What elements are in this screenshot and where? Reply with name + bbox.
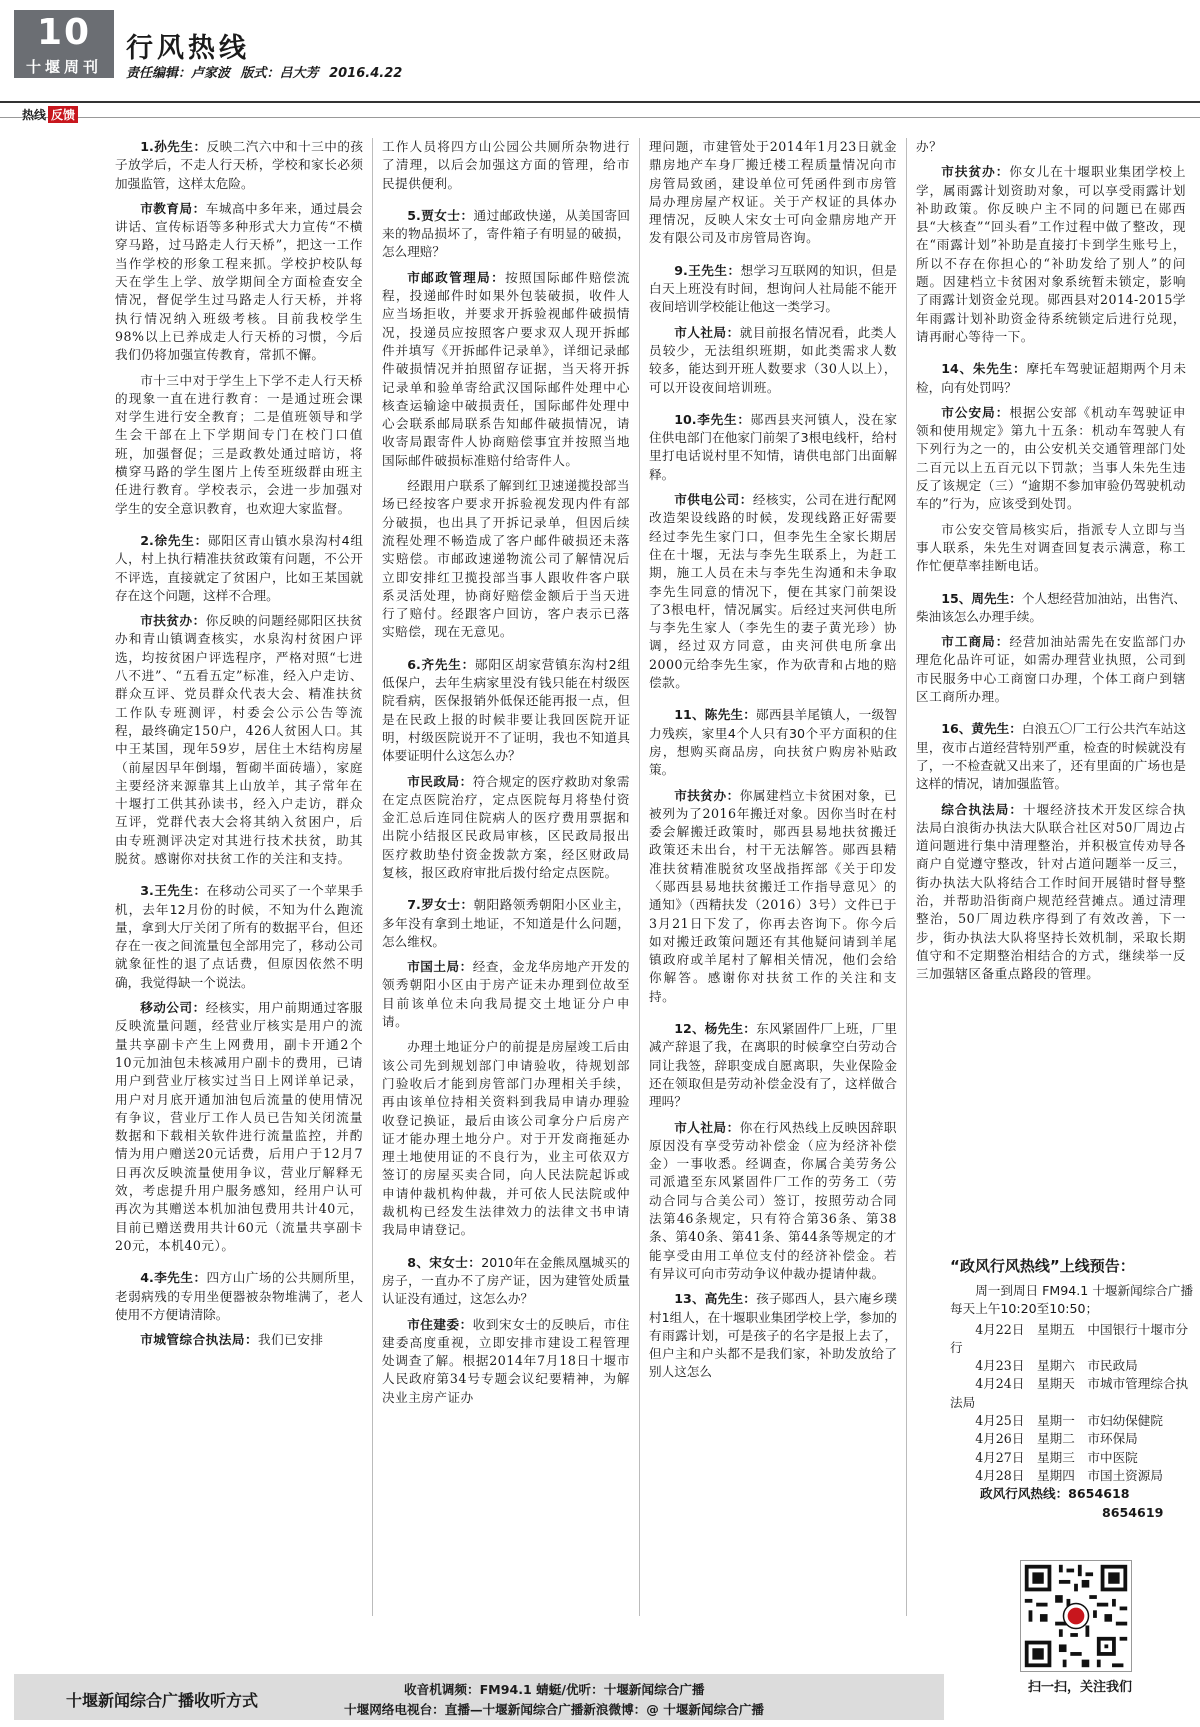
hotline-label: 政风行风热线： [980, 1486, 1069, 1502]
paragraph-text: 郧阳区青山镇水泉沟村4组人，村上执行精准扶贫政策有问题，不公开不评选，直接就定了贫困户，比如王某国就存在这个问题，这样不合理。 [115, 532, 363, 603]
section-tag [22, 106, 78, 123]
paragraph-text: 经核实，用户前期通过客服反映流量问题，经营业厅核实是用户的流量共享副卡产生上网费用，副卡开通2个10元加油包未核减用户副卡的费用，已请用户到营业厅核实过当日上网详单记录，用户对月底开通加油包后流量的使用情况有争议，营业厅工作人员已告知关闭流量数据和下载相关软件进行流量监控，并酌情为用户赠送20元话费，后用户于12月7日再次反映流量使用争议，营业厅解释无效，考虑提升用户服务感知，经用户认可再次为其赠送本机加油包费用共计40元，目前已赠送费用共计60元（流量共享副卡20元，本机40元）。 [115, 1000, 363, 1253]
paragraph-text: 你属建档立卡贫困对象，已被列为了2016年搬迁对象。因你当时在村委会解搬迁政策时，郧西县易地扶贫搬迁政策还未出台，村干无法解答。郧西县精准扶贫精准脱贫攻坚战指挥部《关于印发〈郧西县易地扶贫搬迁工作指导意见〉的通知》（西精扶发（2016）3号）文件已于3月21日下发了，你再去咨询下。你今后如对搬迁政策问题还有其他疑问请到羊尾镇政府或羊尾村了解相关情况，他们会给你解答。感谢你对扶贫工作的关注和支持。 [649, 787, 897, 1004]
paragraph-text: 就目前报名情况看，此类人员较少，无法组织班期，如此类需求人数较多，能达到开班人数要求（30人以上），可以开设夜间培训班。 [649, 324, 897, 395]
paragraph-text: 十堰经济技术开发区综合执法局白浪街办执法大队联合社区对50厂周边占道问题进行集中清理整治，并积极宣传劝导各商户自觉遵守整改，针对占道问题举一反三，街办执法大队将结合工作时间开展错时督导整治，并帮助沿街商户规范经营摊点。通过清理整治，50厂周边秩序得到了有效改善，下一步，街办执法大队将坚持长效机制，采取长期值守和不定期整治相结合的方式，继续举一反三加强辖区备重点路段的管理。 [916, 801, 1186, 982]
agency-answer [115, 612, 363, 868]
agency-name: 市邮政管理局： [407, 269, 506, 285]
agency-name: 市住建委： [407, 1316, 473, 1332]
reader-name: 15、周先生： [941, 590, 1022, 606]
reader-question [115, 882, 363, 992]
page-badge [14, 10, 114, 78]
reader-question [916, 590, 1186, 627]
agency-answer [115, 372, 363, 518]
paragraph-text: 经核实，公司在进行配网改造架设线路的时候，发现线路正好需要经过李先生家门口，但李先生全家长期居住在十堰，无法与李先生联系上，为赶工期，施工人员在未与李先生沟通和未争取李先生同意的情况下，便在其家门前架设了3根电杆，情况属实。后经过夹河供电所与李先生家人（李先生的妻子黄光珍）协调，经过双方同意，由夹河供电所拿出2000元给李先生家，作为砍青和占地的赔偿款。 [649, 492, 897, 691]
preview-schedule [950, 1321, 1195, 1486]
agency-answer [649, 787, 897, 1007]
paragraph-text: 四方山广场的公共厕所里，老弱病残的专用坐便器被杂物堆满了，老人使用不方便请清除。 [115, 1270, 363, 1322]
footer-banner [14, 1674, 944, 1720]
agency-name: 市供电公司： [674, 492, 753, 508]
agency-answer [649, 491, 897, 692]
agency-name: 市民政局： [407, 773, 473, 789]
agency-name: 市公安局： [941, 404, 1010, 420]
paragraph-text: 郧西县羊尾镇人，一级智力残疾，家里4个人只有30个平方面积的住房，想购买商品房，向扶贫户购房补贴政策。 [649, 707, 897, 778]
agency-name: 市人社局： [674, 324, 740, 340]
paragraph-text: 市公安交管局核实后，指派专人立即与当事人联系，朱先生对调查回复表示满意，称工作忙便草率挂断电话。 [916, 521, 1186, 574]
reader-name: 6.齐先生： [407, 656, 475, 672]
reader-question [382, 207, 630, 262]
agency-name: 市国土局： [407, 959, 473, 975]
paragraph-text: 郧西县夹河镇人，没在家住供电部门在他家门前架了3根电线杆，给村里打电话说村里不知情，请供电部门出面解释。 [649, 411, 897, 482]
agency-answer [382, 958, 630, 1031]
paragraph-text: 通过邮政快递，从美国寄回来的物品损坏了，寄件箱子有明显的破损，怎么理赔？ [382, 207, 630, 260]
article-column-3 [649, 138, 897, 1616]
agency-name: 市人社局： [674, 1119, 740, 1135]
paragraph-text: 我们已安排 [258, 1332, 324, 1348]
agency-answer [916, 633, 1186, 706]
reader-name: 8、宋女士： [407, 1254, 482, 1270]
article-column-2 [382, 138, 630, 1616]
page-number: 10 [36, 12, 92, 53]
header-rule [0, 101, 1200, 103]
reader-question [382, 1254, 630, 1309]
agency-name: 市工商局： [941, 634, 1010, 650]
reader-question [649, 1290, 897, 1381]
reader-name: 4.李先生： [140, 1270, 207, 1286]
footer-line-1: 收音机调频：FM94.1 蜻蜓/优听：十堰新闻综合广播 [404, 1682, 705, 1697]
agency-answer [382, 1038, 630, 1239]
paragraph-text: 郧阳区胡家营镇东沟村2组低保户，去年生病家里没有钱只能在村级医院看病，医保报销外低保还能再报一点，但是在民政上报的时候非要让我回医院开证明，村级医院说开不了证明，我也不知道具体要证明什么这怎么办？ [382, 656, 630, 764]
qr-code-graphic [1021, 1561, 1131, 1671]
paragraph-text: 经营加油站需先在安监部门办理危化品许可证，如需办理营业执照，公司到市民服务中心工商窗口办理，个体工商户到辖区工商所办理。 [916, 634, 1186, 705]
section-tag-right: 反馈 [48, 106, 78, 123]
schedule-item: 4月25日 星期一 市妇幼保健院 [975, 1413, 1163, 1429]
reader-name: 3.王先生： [140, 883, 207, 899]
reader-name: 13、高先生： [674, 1291, 757, 1307]
reader-question [115, 532, 363, 605]
reader-question [649, 706, 897, 779]
reader-question [115, 138, 363, 193]
paragraph-text: 符合规定的医疗救助对象需在定点医院治疗，定点医院每月将垫付资金汇总后连同住院病人的医疗费用票据和出院小结报区民政局审核，区民政局报出医疗救助垫付资金拨款方案，经区财政局复核，报区政府审批后拨付给定点医院。 [382, 773, 630, 880]
reader-name: 1.孙先生： [140, 139, 207, 154]
paragraph-text: 办理土地证分户的前提是房屋竣工后由该公司先到规划部门申请验收，待规划部门验收后才能到房管部门办理相关手续，再由该单位持相关资料到我局申请办理验收登记换证，最后由该公司拿分户后房产证才能办理土地分户。对于开发商拖延办理土地使用证的不良行为，业主可依双方签订的房屋买卖合同，向人民法院起诉或申请仲裁机构仲裁，并可依人民法院或仲裁机构已经发生法律效力的法律文书申请我局申请登记。 [382, 1039, 630, 1238]
hotline-line-1 [950, 1485, 1195, 1503]
reader-question [649, 411, 897, 484]
paragraph-text: 2010年在金熊凤凰城买的房子，一直办不了房产证，因为建管处质量认证没有通过，这怎么办？ [382, 1254, 630, 1307]
agency-answer [382, 477, 630, 642]
reader-name: 11、陈先生： [674, 707, 757, 723]
agency-answer [115, 1331, 363, 1349]
agency-name: 市城管综合执法局： [140, 1332, 259, 1348]
reader-name: 5.贾女士： [407, 207, 474, 223]
paragraph-text: 你女儿在十堰职业集团学校上学，属雨露计划资助对象，可以享受雨露计划补助政策。你反映户主不同的问题已在郧西县“大核查”“回头看”工作过程中做了整改，现在“雨露计划”补助是直接打卡到学生账号上，所以不存在你担心的“补助发给了别人”的问题。因建档立卡贫困对象系统暂未锁定，影响了雨露计划资金兑现。郧西县对2014-2015学年雨露计划补助资金待系统锁定后进行兑现，请再耐心等待一下。 [916, 164, 1186, 344]
reader-name: 10.李先生： [674, 411, 751, 427]
reader-question [649, 1020, 897, 1111]
paragraph-text: 个人想经营加油站，出售汽、柴油该怎么办理手续。 [916, 590, 1186, 624]
schedule-item: 4月27日 星期三 市中医院 [975, 1449, 1138, 1465]
agency-name: 市扶贫办： [140, 613, 206, 629]
reader-name: 2.徐先生： [140, 532, 208, 548]
paragraph-text: 朝阳路领秀朝阳小区业主，多年没有拿到土地证，不知道是什么问题，怎么维权。 [382, 897, 630, 949]
paragraph-text: 市十三中对于学生上下学不走人行天桥的现象一直在进行教育：一是通过班会课对学生进行安全教育；二是值班领导和学生会干部在上下学期间专门在校门口值班，加强督促；三是政教处通过暗访，将横穿马路的学生图片上传至班级群由班主任进行教育。学校表示，会进一步加强对学生的安全意识教育，也欢迎大家监督。 [115, 372, 363, 516]
agency-answer [916, 521, 1186, 576]
paragraph-text: 工作人员将四方山公园公共厕所杂物进行了清理，以后会加强这方面的管理，给市民提供便利。 [382, 139, 630, 191]
paragraph-text: 车城高中多年来，通过晨会讲话、宣传标语等多种形式大力宣传“不横穿马路，过马路走人行天桥”，把这一工作当作学校的形象工程来抓。学校护校队每天在学生上学、放学期间全方面检查安全情况，督促学生过马路走人行天桥，并将执行情况纳入班级考核。目前我校学生98%以上已养成走人行天桥的习惯，今后我们仍将加强宣传教育，常抓不懈。 [115, 200, 363, 363]
schedule-item: 4月26日 星期二 市环保局 [975, 1431, 1138, 1447]
hotline-line-2 [950, 1504, 1195, 1522]
reader-name: 12、杨先生： [674, 1021, 757, 1037]
paragraph-text: 经跟用户联系了解到红卫速递揽投部当场已经按客户要求开拆验视发现内件有部分破损，也出具了开拆记录单，但因后续流程处理不畅造成了客户邮件破损还未落实赔偿。市邮政速递物流公司了解情况后立即安排红卫揽投部当事人跟收件客户联系灵活处理，协商好赔偿金额后于当天进行了赔付。经跟客户回访，客户表示已落实赔偿，现在无意见。 [382, 478, 630, 640]
reader-name: 16、黄先生： [941, 721, 1022, 737]
agency-name: 市教育局： [140, 200, 206, 216]
agency-answer [916, 801, 1186, 984]
agency-answer [115, 200, 363, 365]
agency-answer [382, 773, 630, 883]
agency-name: 市扶贫办： [674, 787, 740, 803]
section-title: 行风热线 [126, 33, 250, 64]
agency-answer [649, 138, 897, 248]
reader-question [115, 1269, 363, 1324]
agency-answer [382, 1316, 630, 1407]
footer-line-2: 十堰网络电视台：直播—十堰新闻综合广播新浪微博：@ 十堰新闻综合广播 [344, 1702, 764, 1717]
article-column-4 [916, 138, 1186, 1248]
paragraph-text: 想学习互联网的知识，但是白天上班没有时间，想询问人社局能不能开夜间培训学校能让他这一类学习。 [649, 262, 897, 315]
qr-caption: 扫一扫，关注我们 [1027, 1680, 1132, 1695]
agency-answer [382, 269, 630, 470]
agency-answer [115, 999, 363, 1255]
agency-name: 移动公司： [140, 1000, 206, 1016]
paragraph-text: 你在行风热线上反映因辞职原因没有享受劳动补偿金（应为经济补偿金）一事收悉。经调查，你属合美劳务公司派遣至东风紧固件厂工作的劳务工（劳动合同与合美公司）签订，按照劳动合同法第46条规定，只有符合第36条、第38条、第40条、第41条、第44条等规定的才能享受由用工单位支付的经济补偿金。若有异议可向市劳动争议仲裁办提请仲裁。 [649, 1119, 897, 1281]
column-divider [639, 138, 640, 1616]
editor-credit: 责任编辑：卢家波 [126, 66, 231, 81]
paragraph-text: 反映二汽六中和十三中的孩子放学后，不走人行天桥，学校和家长必须加强监管，这样太危险。 [115, 139, 363, 191]
schedule-item: 4月28日 星期四 市国土资源局 [975, 1467, 1163, 1483]
article-column-1 [115, 138, 363, 1616]
reader-question [382, 896, 630, 951]
preview-intro: 周一到周日 FM94.1 十堰新闻综合广播每天上午10:20至10:50； [950, 1283, 1194, 1317]
agency-answer [916, 404, 1186, 514]
paragraph-text: 理问题，市建管处于2014年1月23日就金鼎房地产车身厂搬迁楼工程质量情况向市房管局致函，建设单位可凭函件到市房管局办理房屋产权证。关于产权证的具体办理情况，反映人宋女士可向金鼎房地产开发有限公司及市房管局咨询。 [649, 139, 897, 246]
preview-title: “政风行风热线”上线预告： [950, 1257, 1135, 1275]
agency-name: 综合执法局： [941, 801, 1023, 817]
agency-answer [649, 324, 897, 397]
schedule-item: 4月24日 星期天 市城市管理综合执法局 [950, 1376, 1189, 1410]
agency-answer [649, 1119, 897, 1284]
reader-question [382, 656, 630, 766]
section-meta [126, 62, 408, 81]
reader-question [649, 262, 897, 317]
schedule-item: 4月23日 星期六 市民政局 [975, 1358, 1138, 1374]
paper-name: 十堰周刊 [25, 58, 102, 76]
qr-code[interactable] [1020, 1560, 1132, 1672]
layout-credit: 版式：吕大芳 [240, 66, 319, 81]
column-divider [372, 138, 373, 1616]
paragraph-text: 按照国际邮件赔偿流程，投递邮件时如果外包装破损，收件人应当场拒收，并要求开拆验视邮件破损情况，投递员应按照客户要求双人现开拆邮件并填写《开拆邮件记录单》，详细记录邮件破损情况并拍照留存证据，当天将开拆记录单和验单寄给武汉国际邮件处理中心核查运输途中破损责任，国际邮件处理中心会联系邮局联系告知邮件破损情况，请收寄局跟寄件人协商赔偿事宜并按照当地国际邮件破损标准赔付给寄件人。 [382, 269, 630, 468]
paragraph-text: 东风紧固件厂上班，厂里减产辞退了我，在离职的时候拿空白劳动合同让我签，辞职变成自愿离职，失业保险金还在领取但是劳动补偿金没有了，这样做合理吗？ [649, 1021, 897, 1110]
reader-question [916, 360, 1186, 397]
paragraph-text: 在移动公司买了一个苹果手机，去年12月份的时候，不知为什么跑流量，拿到大厅关闭了所有的数据平台，但还存在一夜之间流量包全部用完了，移动公司就象征性的退了点话费，但原因依然不明确，我觉得缺一个说法。 [115, 883, 363, 990]
paragraph-text: 根据公安部《机动车驾驶证申领和使用规定》第九十五条：机动车驾驶人有下列行为之一的，由公安机关交通管理部门处二百元以上五百元以下罚款；当事人朱先生违反了该规定（三）“逾期不参加审验仍驾驶机动车的”行为，应该受到处罚。 [916, 404, 1186, 512]
column-divider [906, 138, 907, 1616]
agency-answer [916, 163, 1186, 346]
schedule-item: 4月22日 星期五 中国银行十堰市分行 [950, 1321, 1189, 1355]
section-tag-left: 热线 [22, 108, 47, 122]
reader-name: 7.罗女士： [407, 897, 474, 913]
paragraph-text: 摩托车驾驶证超期两个月未检，向有处罚吗？ [916, 361, 1186, 395]
agency-name: 市扶贫办： [941, 164, 1010, 180]
program-preview [950, 1255, 1195, 1522]
paragraph-text: 孩子郧西人，县六庵乡璞村1组人，在十堰职业集团学校上学，参加的有雨露计划，可是孩子的名字是报上去了，但户主和户头都不是我们家，补助发放给了别人这怎么 [649, 1291, 897, 1380]
issue-date: 2016.4.22 [329, 66, 403, 81]
paragraph-text: 你反映的问题经郧阳区扶贫办和青山镇调查核实，水泉沟村贫困户评选，均按贫困户评选程序，严格对照“七进八不进”、“五看五定”标准，经入户走访、群众互评、党员群众代表大会、精准扶贫工作队专班测评，村委会公示公告等流程，最终确定150户，426人贫困人口。其中王某国，现年59岁，居住土木结构房屋（前屋因早年倒塌，暂砌半面砖墙），家庭主要经济来源靠其上山放羊，其子常年在十堰打工供其孙读书，经入户走访，群众互评，党群代表大会将其纳入贫困户，后由专班测评决定对其进行技术扶贫，助其脱贫。感谢你对扶贫工作的关注和支持。 [115, 613, 363, 866]
hotline-number-2: 8654619 [1102, 1504, 1164, 1520]
masthead [0, 0, 1200, 110]
reader-question [916, 720, 1186, 793]
reader-name: 9.王先生： [674, 262, 741, 278]
paragraph-text: 收到宋女士的反映后，市住建委高度重视，立即安排市建设工程管理处调查了解。根据2014年7月18日十堰市人民政府第34号专题会议纪要精神，为解决业主房产证办 [382, 1316, 630, 1405]
agency-answer [382, 138, 630, 193]
footer-title: 十堰新闻综合广播收听方式 [66, 1691, 259, 1710]
header-subrule [0, 117, 1200, 118]
hotline-number-1: 8654618 [1068, 1486, 1130, 1502]
paragraph-text: 经查，金龙华房地产开发的领秀朝阳小区由于房产证未办理到位故至目前该单位未向我局提交土地证分户申请。 [382, 959, 630, 1030]
agency-answer [916, 138, 1186, 156]
paragraph-text: 白浪五〇厂工行公共汽车站这里，夜市占道经营特别严重，检查的时候就没有了，一不检查就又出来了，还有里面的广场也是这样的情况，请加强监管。 [916, 721, 1186, 792]
reader-name: 14、朱先生： [941, 361, 1027, 377]
paragraph-text: 办？ [916, 139, 943, 154]
